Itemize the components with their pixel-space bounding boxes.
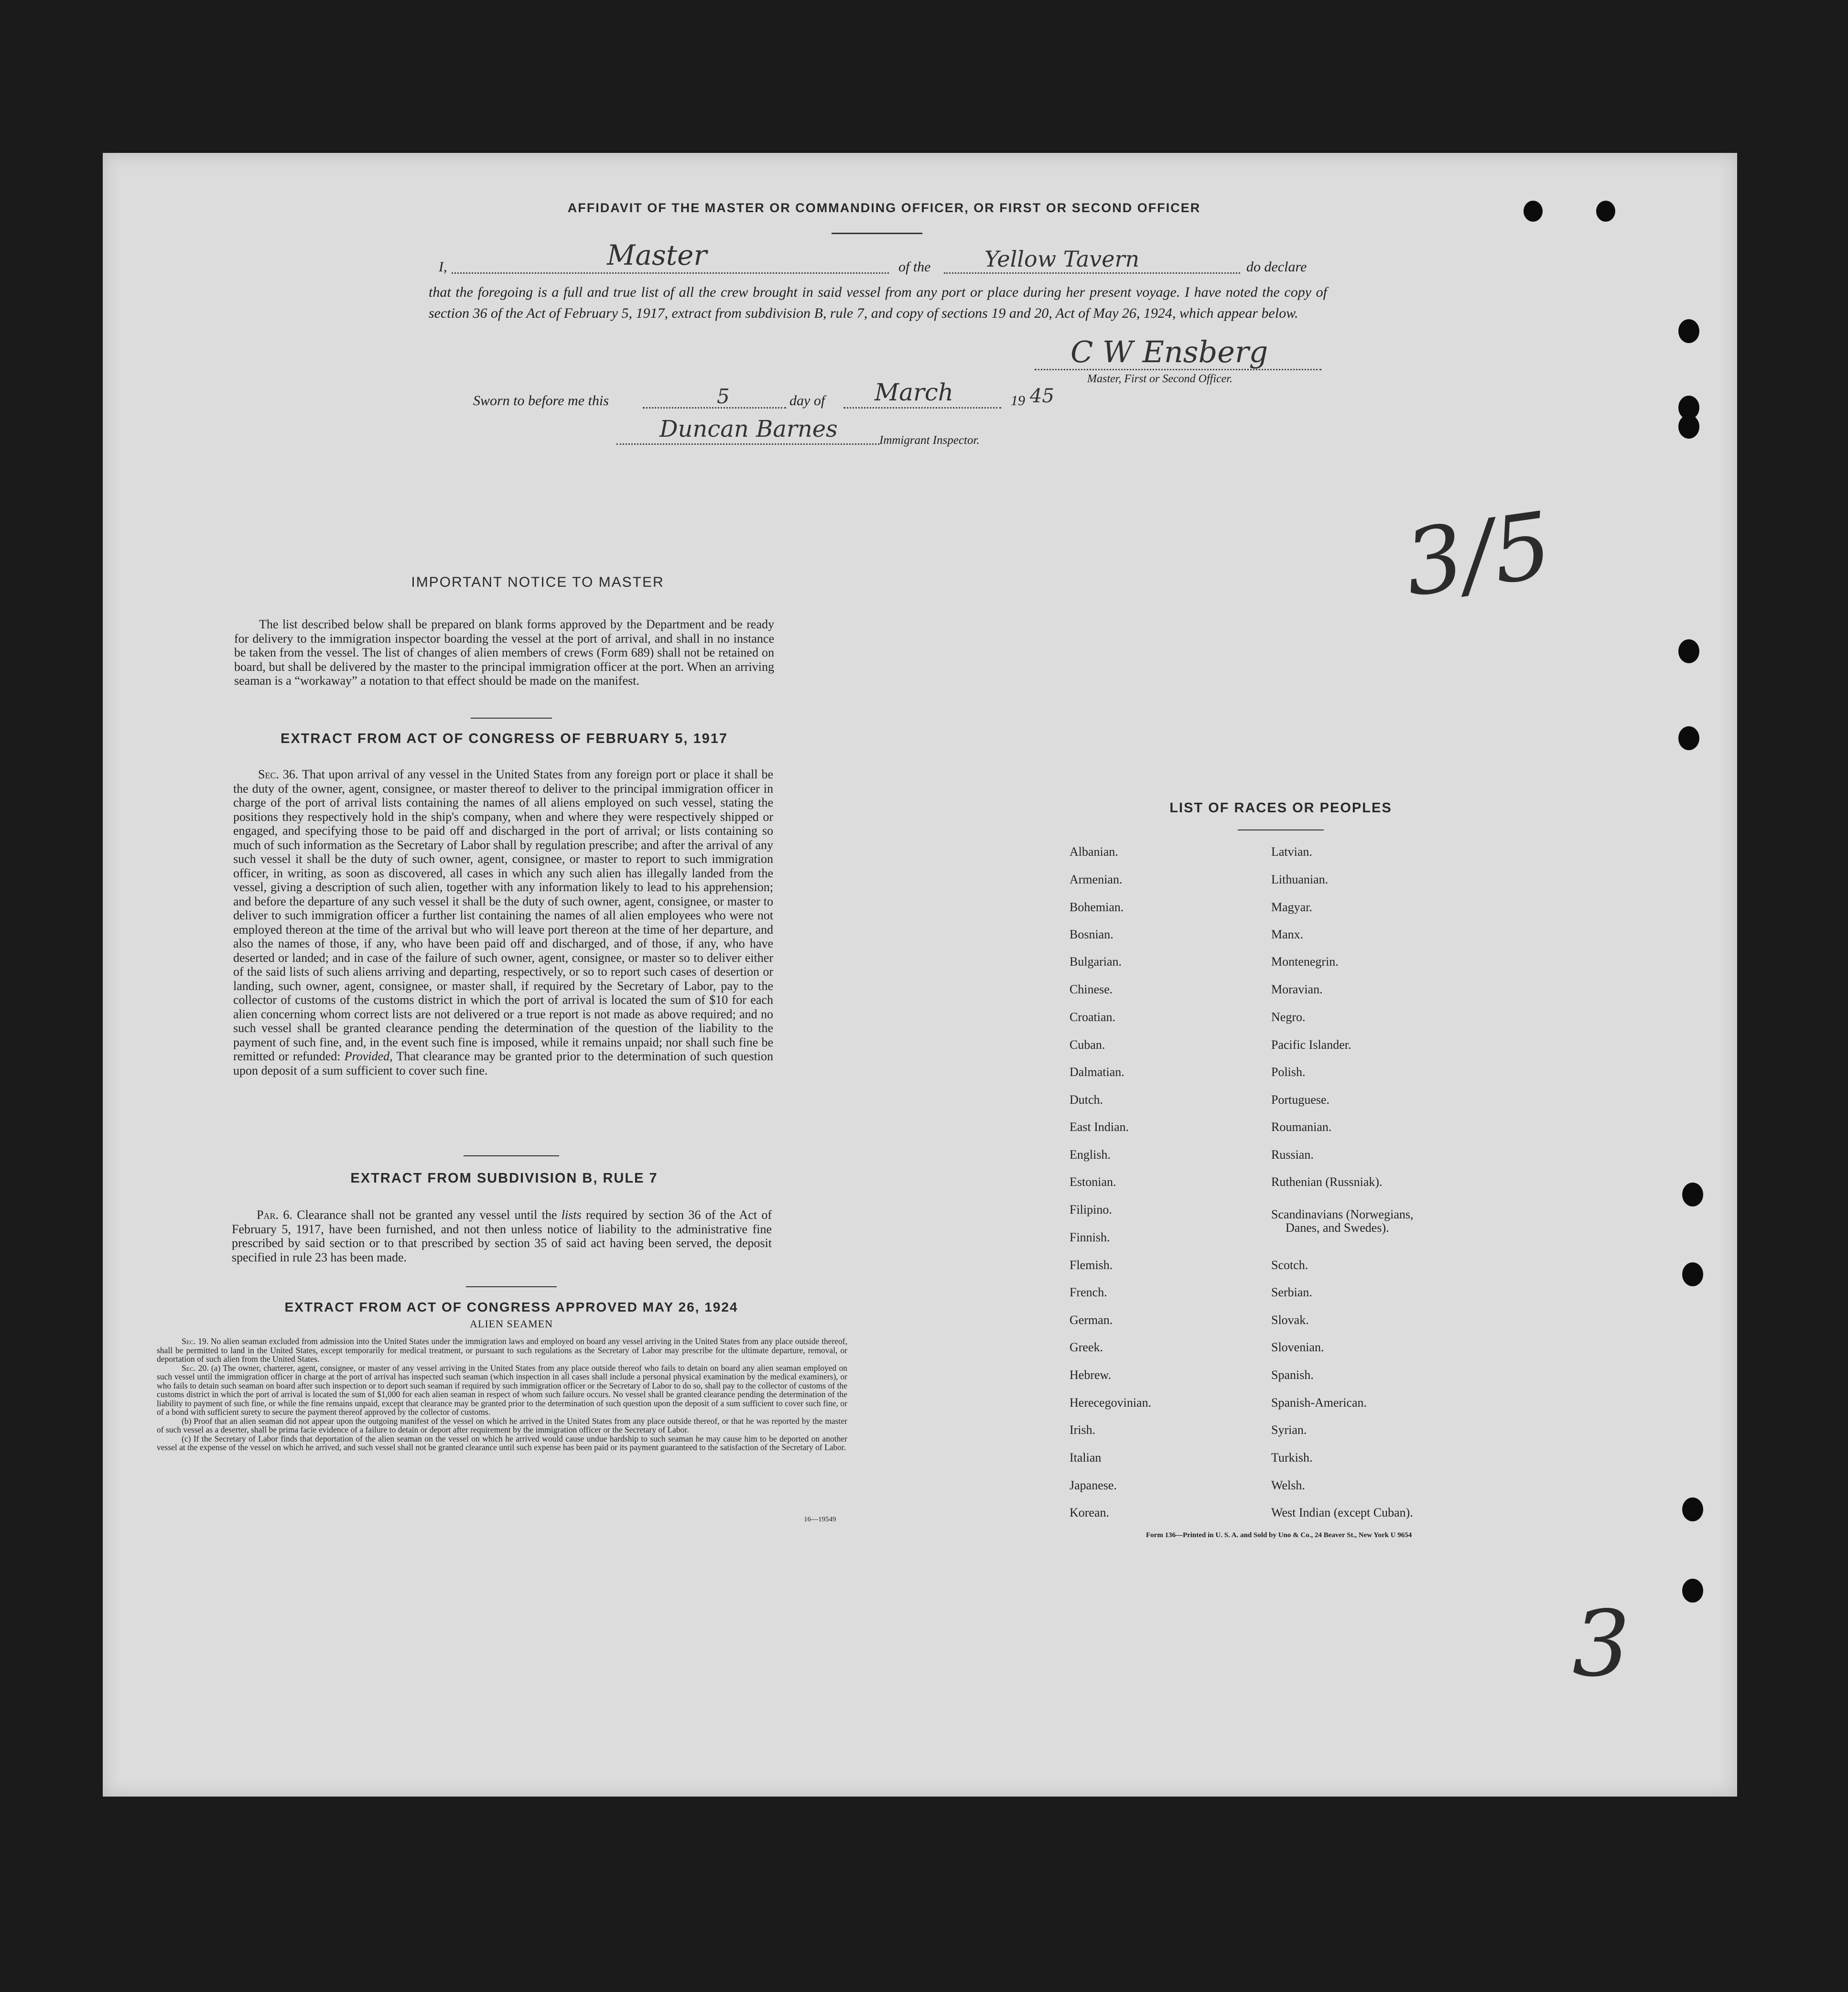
inspector-caption: Immigrant Inspector. — [879, 434, 980, 447]
master-signature: C W Ensberg — [1070, 334, 1268, 369]
affidavit-body: that the foregoing is a full and true list of all the crew brought in said vessel from any port or place during her present voyage. I have noted the copy of section 36 of the Act of February 5, 1917, extract from subdivision B, rule 7, and copy of sections 19 and 20, Act of May 26, 1924, which appear below. — [429, 284, 1327, 321]
race-item: Spanish-American. — [1271, 1396, 1367, 1410]
race-item: Herecegovinian. — [1070, 1396, 1152, 1410]
race-item: Flemish. — [1070, 1258, 1113, 1272]
race-item: Slovenian. — [1271, 1340, 1324, 1354]
race-item: Croatian. — [1070, 1010, 1116, 1024]
race-item: Dalmatian. — [1070, 1065, 1124, 1079]
race-item: Chinese. — [1070, 982, 1113, 996]
race-item: Serbian. — [1271, 1285, 1312, 1299]
form-code: 16—19549 — [804, 1516, 836, 1523]
race-item: Greek. — [1070, 1340, 1103, 1354]
vessel-name-handwritten: Yellow Tavern — [984, 246, 1140, 272]
race-item: Polish. — [1271, 1065, 1306, 1079]
punch-hole — [1682, 1579, 1703, 1603]
race-item: Albanian. — [1070, 845, 1118, 859]
race-item: Spanish. — [1271, 1368, 1314, 1382]
divider — [464, 1155, 559, 1156]
handwritten-fraction: 3/5 — [1398, 492, 1558, 617]
divider — [466, 1286, 557, 1287]
punch-hole — [1682, 1262, 1703, 1286]
race-item: Armenian. — [1070, 872, 1123, 886]
punch-hole — [1682, 1183, 1703, 1206]
race-item: Latvian. — [1271, 845, 1312, 859]
sec-20-label: Sec. 20. — [182, 1363, 209, 1373]
race-item: East Indian. — [1070, 1120, 1129, 1134]
lists-word: lists — [561, 1208, 582, 1222]
act-1924-title: EXTRACT FROM ACT OF CONGRESS APPROVED MAY 26, 1924 — [284, 1300, 738, 1314]
act-1924-text — [157, 1337, 847, 1452]
race-item: Portuguese. — [1271, 1093, 1330, 1107]
inspector-line — [616, 443, 879, 445]
race-item: Scotch. — [1271, 1258, 1308, 1272]
affidavit-i: I, — [439, 259, 447, 275]
punch-hole — [1678, 415, 1699, 439]
race-item: Magyar. — [1271, 900, 1312, 914]
race-item: Montenegrin. — [1271, 955, 1339, 969]
punch-hole — [1682, 1497, 1703, 1521]
race-item: Welsh. — [1271, 1478, 1305, 1492]
sec-36-end: That clearance may be granted prior to the determination of such question upon deposit of a sum sufficient to cover such fine. — [233, 1049, 774, 1077]
month-line — [843, 407, 1001, 409]
affidavit-title: AFFIDAVIT OF THE MASTER OR COMMANDING OFFICER, OR FIRST OR SECOND OFFICER — [567, 201, 1201, 215]
races-title: LIST OF RACES OR PEOPLES — [1169, 800, 1392, 816]
punch-hole — [1678, 726, 1699, 750]
divider — [471, 718, 552, 719]
par-6-body-a: Clearance shall not be granted any vessel until the — [297, 1208, 557, 1222]
sec-19-body: No alien seaman excluded from admission into the United States under the immigration laws and employed on board any vessel arriving in the United States from any place outside thereof, shall be permitted to land in the United States, except temporarily for medical treatment, or pursuant to such regulations as the Secretary of Labor may prescribe for the ultimate departure, removal, or deportation of such alien from the United States. — [157, 1336, 847, 1364]
divider — [832, 233, 922, 234]
par-6-label: Par. 6. — [257, 1208, 292, 1222]
race-item: Finnish. — [1070, 1230, 1110, 1244]
race-item: Bulgarian. — [1070, 955, 1122, 969]
notice-text — [234, 617, 774, 688]
sworn-year-handwritten: 45 — [1030, 385, 1054, 407]
race-item: Slovak. — [1271, 1313, 1309, 1327]
extract-1917-title: EXTRACT FROM ACT OF CONGRESS OF FEBRUARY 5, 1917 — [280, 731, 728, 746]
race-item: West Indian (except Cuban). — [1271, 1506, 1413, 1519]
punch-hole — [1524, 201, 1543, 222]
race-item: Bohemian. — [1070, 900, 1124, 914]
par-6-body-b: required by section 36 of the Act of February 5, 1917, have been furnished, and not then unless notice of liability to the administrative fine prescribed by said section or to that prescribed by section 35 of said act having been served, the deposit specified in rule 23 has been made. — [232, 1208, 772, 1264]
sworn-text: Sworn to before me this — [473, 393, 609, 409]
sworn-month-handwritten: March — [875, 378, 954, 406]
extract-1917-text — [233, 767, 773, 1077]
sec-20b-body: (b) Proof that an alien seaman did not appear upon the outgoing manifest of the vessel on which he arrived in the United States from any place outside thereof, or that he was reported by the master of such vessel as a deserter, shall be prima facie evidence of a failure to detain or deport after requirement by the immigration officer or the Secretary of Labor. — [157, 1416, 847, 1434]
race-item: Turkish. — [1271, 1451, 1313, 1464]
printer-footer: Form 136—Printed in U. S. A. and Sold by Uno & Co., 24 Beaver St., New York U 9654 — [1146, 1531, 1412, 1539]
sec-20c-body: (c) If the Secretary of Labor finds that deportation of the alien seaman on the vessel on which he arrived would cause undue hardship to such seaman he may cause him to be deported on another vessel at the expense of the vessel on which he arrived, and such vessel shall not be granted clearance until such expense has been paid or its payment guaranteed to the satisfaction of the Secretary of Labor. — [157, 1433, 847, 1452]
race-item: Scandinavians (Norwegians, — [1271, 1207, 1414, 1221]
race-item: Bosnian. — [1070, 927, 1113, 941]
vessel-line — [944, 272, 1240, 274]
race-item: Filipino. — [1070, 1203, 1112, 1217]
punch-hole — [1678, 639, 1699, 663]
day-line — [643, 407, 786, 409]
race-item: Negro. — [1271, 1010, 1306, 1024]
day-of-text: day of — [789, 393, 825, 409]
master-signature-caption: Master, First or Second Officer. — [1087, 373, 1232, 385]
sec-36-body: That upon arrival of any vessel in the United States from any foreign port or place it shall be the duty of the owner, agent, consignee, or master thereof to deliver to the principal immigration officer in charge of the port of arrival lists containing the names of all aliens employed on such vessel, stating the positions they respectively hold in the ship's company, when and where they were respectively shipped or engaged, and specifying those to be paid off and discharged in the port of arrival; or lists containing so much of such information as the Secretary of Labor shall by regulation prescribe; and after the arrival of any such vessel it shall be the duty of such owner, agent, consignee, or master to report to such immigration officer, in writing, as soon as discovered, all cases in which any such alien has illegally landed from the vessel, giving a description of such alien, together with any information likely to lead to his apprehension; and before the departure of any such vessel it shall be the duty of such owner, agent, consignee, or master to deliver to such immigration officer a further list containing the names of all alien employees who were not employed thereon at the time of the arrival but who will leave port thereon at the time of her departure, and also the names of those, if any, who have been paid off and discharged, and of those, if any, who have deserted or landed; and in case of the failure of such owner, agent, consignee, or master so to deliver either of the said lists of such aliens arriving and departing, respectively, or so to report such cases of desertion or landing, such owner, agent, consignee, or master shall, if required by the Secretary of Labor, pay to the collector of customs of the customs district in which the port of arrival is located the sum of $10 for each alien concerning whom correct lists are not delivered or a true report is not made as above required; and no such vessel shall be granted clearance pending the determination of the question of the liability to the payment of such fine, and, in the event such fine is imposed, while it remains unpaid; nor shall such fine be remitted or refunded: — [233, 767, 773, 1063]
race-item: Lithuanian. — [1271, 872, 1329, 886]
race-item: Hebrew. — [1070, 1368, 1112, 1382]
notice-title: IMPORTANT NOTICE TO MASTER — [411, 574, 664, 590]
race-item: Cuban. — [1070, 1038, 1105, 1052]
race-item: Manx. — [1271, 927, 1304, 941]
race-item: Irish. — [1070, 1423, 1096, 1437]
inspector-signature: Duncan Barnes — [659, 416, 838, 442]
punch-hole — [1596, 201, 1615, 222]
race-item: Korean. — [1070, 1506, 1110, 1519]
master-name-handwritten: Master — [607, 239, 707, 271]
year-prefix: 19 — [1011, 393, 1025, 409]
race-item: Italian — [1070, 1451, 1102, 1464]
sec-19-label: Sec. 19. — [182, 1336, 209, 1346]
race-item: Syrian. — [1271, 1423, 1307, 1437]
affidavit-of-the: of the — [898, 259, 931, 275]
race-item: Dutch. — [1070, 1093, 1103, 1107]
race-item: Pacific Islander. — [1271, 1038, 1351, 1052]
punch-hole — [1678, 319, 1699, 343]
rule7-title: EXTRACT FROM SUBDIVISION B, RULE 7 — [350, 1171, 658, 1186]
race-item: Japanese. — [1070, 1478, 1117, 1492]
race-item: Danes, and Swedes). — [1286, 1221, 1389, 1235]
notice-body: The list described below shall be prepared on blank forms approved by the Department and be ready for delivery to the immigration inspector boarding the vessel at the port of arrival, and shall in no instance be taken from the vessel. The list of changes of alien members of crews (Form 689) shall not be retained on board, but shall be delivered by the master to the principal immigration officer at the port. When an arriving seaman is a “workaway” a notation to that effect should be made on the manifest. — [234, 617, 774, 688]
name-line — [452, 272, 889, 274]
provided-word: Provided, — [344, 1049, 393, 1063]
race-item: Roumanian. — [1271, 1120, 1332, 1134]
handwritten-page-number: 3 — [1572, 1591, 1630, 1697]
rule7-text — [232, 1208, 772, 1264]
sec-20a-body: (a) The owner, charterer, agent, consignee, or master of any vessel arriving in the United States from any place outside thereof who fails to detain on board any alien seaman employed on such vessel until the immigration officer in charge at the port of arrival has inspected such seaman (which inspection in all cases shall include a personal physical examination by the medical examiners), or who fails to detain such seaman on board after such inspection or to deport such seaman if required by such immigration officer or the Secretary of Labor to do so, shall pay to the collector of customs of the customs district in which the port of arrival is located the sum of $1,000 for each alien seaman in respect of whom such failure occurs. No vessel shall be granted clearance pending the determination of the liability to payment of such fine, or while the fine remains unpaid, except that clearance may be granted prior to the determination of such question upon the deposit of a sum sufficient to cover such fine, or of a bond with sufficient surety to secure the payment thereof approved by the collector of customs. — [157, 1363, 848, 1417]
act-1924-subtitle: ALIEN SEAMEN — [470, 1318, 553, 1330]
sworn-day-handwritten: 5 — [717, 385, 730, 408]
race-item: Russian. — [1271, 1148, 1314, 1162]
race-item: French. — [1070, 1285, 1107, 1299]
race-item: Ruthenian (Russniak). — [1271, 1175, 1383, 1189]
signature-line — [1035, 369, 1321, 370]
race-item: German. — [1070, 1313, 1113, 1327]
race-item: English. — [1070, 1148, 1111, 1162]
sec-36-label: Sec. 36. — [258, 767, 299, 781]
race-item: Estonian. — [1070, 1175, 1116, 1189]
affidavit-do-declare: do declare — [1246, 259, 1307, 275]
divider — [1238, 829, 1324, 830]
race-item: Moravian. — [1271, 982, 1323, 996]
